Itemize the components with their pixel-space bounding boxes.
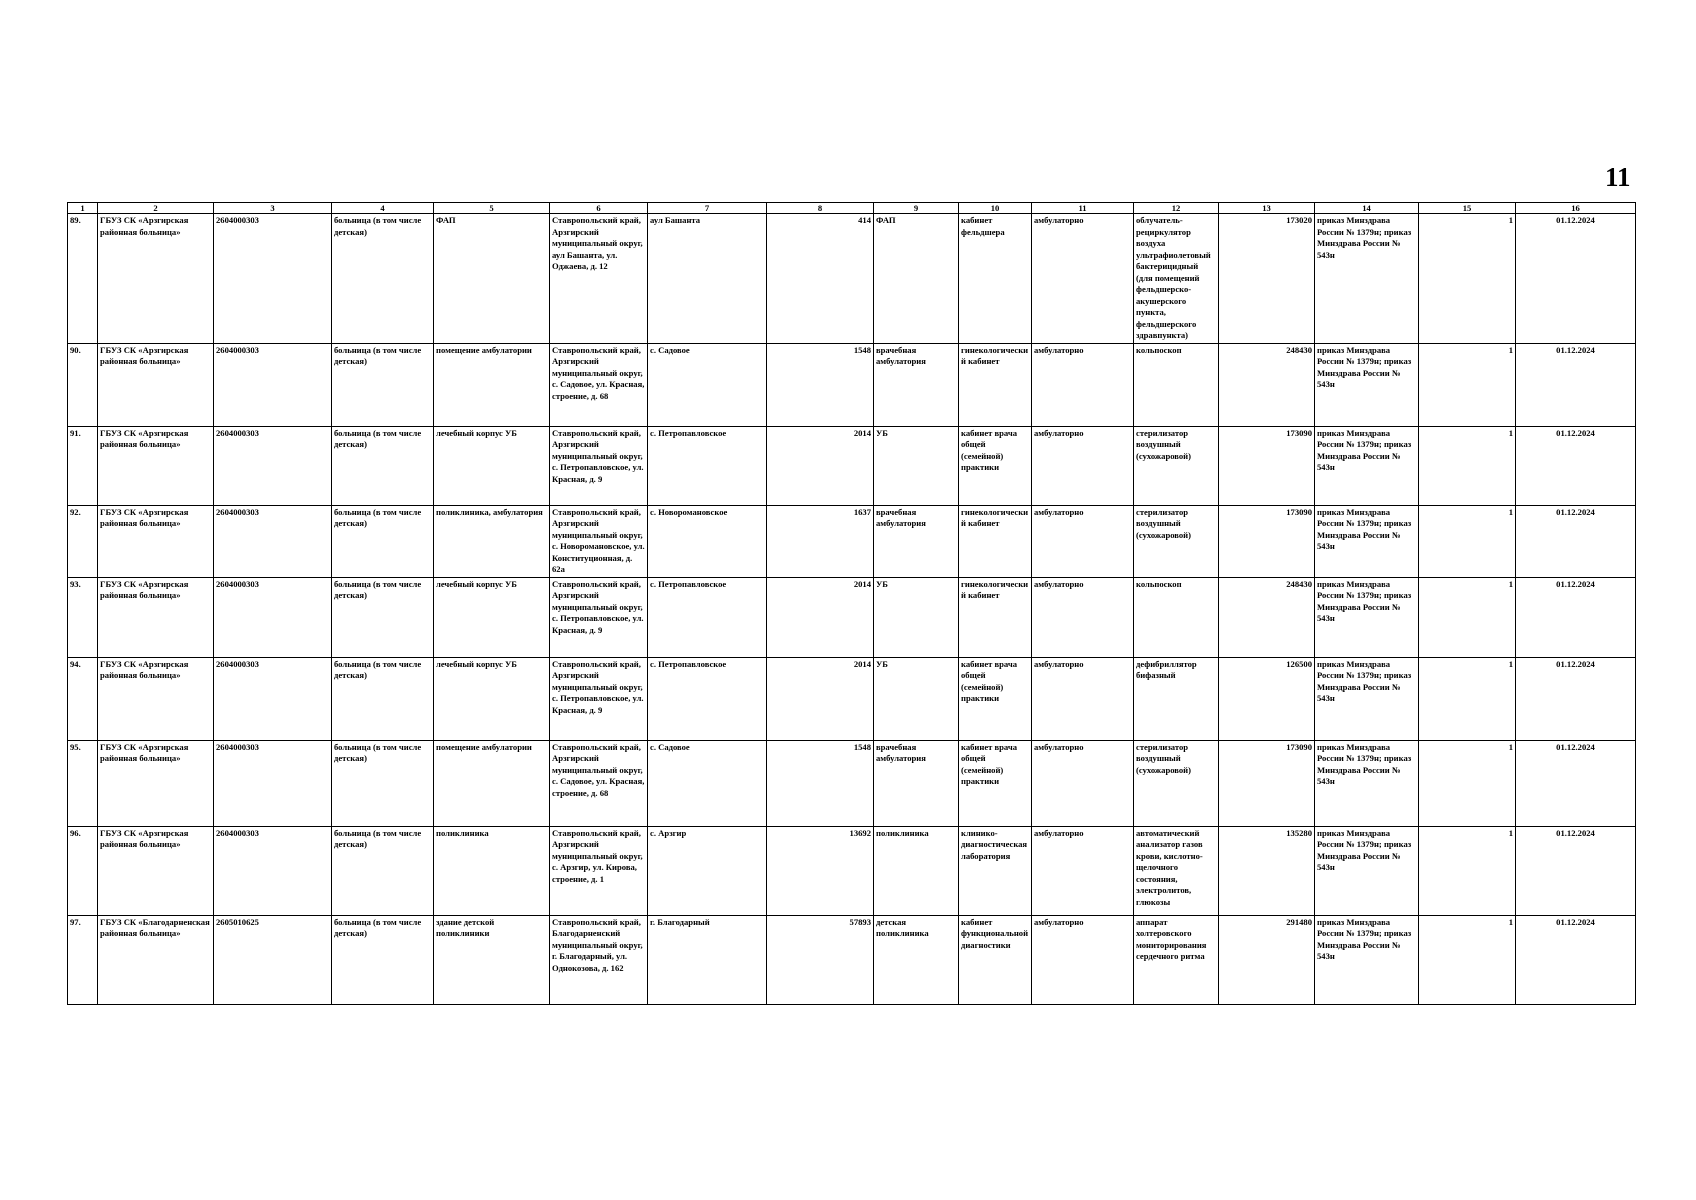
population: 1548	[767, 343, 874, 426]
code: 173090	[1219, 505, 1315, 577]
code: 248430	[1219, 577, 1315, 657]
equipment: облучатель-рециркулятор воздуха ультрафиолетовый бактерицидный (для помещений фельдшерско-акушерского пункта, фельдшерского здравпункта)	[1134, 214, 1219, 344]
population: 1637	[767, 505, 874, 577]
building: помещение амбулатории	[434, 343, 550, 426]
address: Ставропольский край, Арзгирский муниципальный округ, с. Петропавловское, ул. Красная, д. 9	[550, 577, 648, 657]
code: 173090	[1219, 740, 1315, 826]
quantity: 1	[1419, 343, 1516, 426]
quantity: 1	[1419, 577, 1516, 657]
col-header: 9	[874, 203, 959, 214]
table-row	[68, 343, 1636, 426]
code: 291480	[1219, 915, 1315, 1004]
date: 01.12.2024	[1516, 343, 1636, 426]
settlement: г. Благодарный	[648, 915, 767, 1004]
address: Ставропольский край, Арзгирский муниципальный округ, с. Новоромановское, ул. Конституционная, д. 62а	[550, 505, 648, 577]
date: 01.12.2024	[1516, 657, 1636, 740]
department: гинекологический кабинет	[959, 577, 1032, 657]
unit: детская поликлиника	[874, 915, 959, 1004]
order: приказ Минздрава России № 1379н; приказ Минздрава России № 543н	[1315, 740, 1419, 826]
organization: ГБУЗ СК «Арзгирская районная больница»	[98, 577, 214, 657]
settlement: с. Новоромановское	[648, 505, 767, 577]
organization: ГБУЗ СК «Арзгирская районная больница»	[98, 505, 214, 577]
row-number: 91.	[68, 426, 98, 505]
table-row	[68, 577, 1636, 657]
order: приказ Минздрава России № 1379н; приказ Минздрава России № 543н	[1315, 826, 1419, 915]
organization: ГБУЗ СК «Арзгирская районная больница»	[98, 740, 214, 826]
facility-type: больница (в том числе детская)	[332, 826, 434, 915]
population: 2014	[767, 426, 874, 505]
inn: 2604000303	[214, 505, 332, 577]
settlement: с. Петропавловское	[648, 426, 767, 505]
facility-type: больница (в том числе детская)	[332, 426, 434, 505]
organization: ГБУЗ СК «Арзгирская районная больница»	[98, 826, 214, 915]
address: Ставропольский край, Арзгирский муниципальный округ, аул Башанта, ул. Оджаева, д. 12	[550, 214, 648, 344]
code: 126500	[1219, 657, 1315, 740]
facility-type: больница (в том числе детская)	[332, 577, 434, 657]
address: Ставропольский край, Арзгирский муниципальный округ, с. Петропавловское, ул. Красная, д. 9	[550, 657, 648, 740]
care-mode: амбулаторно	[1032, 214, 1134, 344]
col-header: 10	[959, 203, 1032, 214]
inn: 2604000303	[214, 826, 332, 915]
department: кабинет врача общей (семейной) практики	[959, 426, 1032, 505]
date: 01.12.2024	[1516, 826, 1636, 915]
row-number: 92.	[68, 505, 98, 577]
col-header: 4	[332, 203, 434, 214]
building: лечебный корпус УБ	[434, 657, 550, 740]
equipment: кольпоскоп	[1134, 343, 1219, 426]
equipment-table-sheet	[67, 202, 1635, 1005]
care-mode: амбулаторно	[1032, 577, 1134, 657]
inn: 2605010625	[214, 915, 332, 1004]
col-header: 14	[1315, 203, 1419, 214]
col-header: 5	[434, 203, 550, 214]
settlement: с. Садовое	[648, 343, 767, 426]
quantity: 1	[1419, 915, 1516, 1004]
department: кабинет врача общей (семейной) практики	[959, 657, 1032, 740]
table-row	[68, 505, 1636, 577]
care-mode: амбулаторно	[1032, 505, 1134, 577]
unit: врачебная амбулатория	[874, 740, 959, 826]
table-row	[68, 657, 1636, 740]
building: ФАП	[434, 214, 550, 344]
col-header: 8	[767, 203, 874, 214]
population: 414	[767, 214, 874, 344]
address: Ставропольский край, Арзгирский муниципальный округ, с. Петропавловское, ул. Красная, д. 9	[550, 426, 648, 505]
inn: 2604000303	[214, 577, 332, 657]
quantity: 1	[1419, 826, 1516, 915]
date: 01.12.2024	[1516, 214, 1636, 344]
inn: 2604000303	[214, 426, 332, 505]
equipment-table	[67, 202, 1636, 1005]
organization: ГБУЗ СК «Арзгирская районная больница»	[98, 343, 214, 426]
population: 1548	[767, 740, 874, 826]
care-mode: амбулаторно	[1032, 826, 1134, 915]
col-header: 13	[1219, 203, 1315, 214]
equipment: дефибриллятор бифазный	[1134, 657, 1219, 740]
quantity: 1	[1419, 505, 1516, 577]
inn: 2604000303	[214, 343, 332, 426]
population: 57893	[767, 915, 874, 1004]
col-header: 7	[648, 203, 767, 214]
row-number: 89.	[68, 214, 98, 344]
quantity: 1	[1419, 657, 1516, 740]
unit: ФАП	[874, 214, 959, 344]
care-mode: амбулаторно	[1032, 915, 1134, 1004]
building: помещение амбулатории	[434, 740, 550, 826]
care-mode: амбулаторно	[1032, 426, 1134, 505]
address: Ставропольский край, Арзгирский муниципальный округ, с. Арзгир, ул. Кирова, строение, д. 1	[550, 826, 648, 915]
department: кабинет фельдшера	[959, 214, 1032, 344]
facility-type: больница (в том числе детская)	[332, 657, 434, 740]
address: Ставропольский край, Благодарненский муниципальный округ, г. Благодарный, ул. Однокозова, д. 162	[550, 915, 648, 1004]
row-number: 97.	[68, 915, 98, 1004]
table-row	[68, 426, 1636, 505]
row-number: 95.	[68, 740, 98, 826]
column-number-row	[68, 203, 1636, 214]
unit: поликлиника	[874, 826, 959, 915]
department: гинекологический кабинет	[959, 343, 1032, 426]
unit: врачебная амбулатория	[874, 343, 959, 426]
code: 173090	[1219, 426, 1315, 505]
organization: ГБУЗ СК «Арзгирская районная больница»	[98, 214, 214, 344]
address: Ставропольский край, Арзгирский муниципальный округ, с. Садовое, ул. Красная, строение, д. 68	[550, 343, 648, 426]
date: 01.12.2024	[1516, 577, 1636, 657]
order: приказ Минздрава России № 1379н; приказ Минздрава России № 543н	[1315, 505, 1419, 577]
quantity: 1	[1419, 426, 1516, 505]
department: кабинет врача общей (семейной) практики	[959, 740, 1032, 826]
equipment: аппарат холтеровского мониторирования сердечного ритма	[1134, 915, 1219, 1004]
quantity: 1	[1419, 740, 1516, 826]
unit: УБ	[874, 657, 959, 740]
care-mode: амбулаторно	[1032, 740, 1134, 826]
equipment: стерилизатор воздушный (сухожаровой)	[1134, 740, 1219, 826]
unit: УБ	[874, 577, 959, 657]
equipment: стерилизатор воздушный (сухожаровой)	[1134, 505, 1219, 577]
building: поликлиника, амбулатория	[434, 505, 550, 577]
table-row	[68, 214, 1636, 344]
facility-type: больница (в том числе детская)	[332, 214, 434, 344]
unit: врачебная амбулатория	[874, 505, 959, 577]
building: лечебный корпус УБ	[434, 426, 550, 505]
code: 248430	[1219, 343, 1315, 426]
settlement: с. Петропавловское	[648, 577, 767, 657]
care-mode: амбулаторно	[1032, 343, 1134, 426]
facility-type: больница (в том числе детская)	[332, 343, 434, 426]
col-header: 2	[98, 203, 214, 214]
page-number: 11	[1605, 162, 1631, 192]
equipment: кольпоскоп	[1134, 577, 1219, 657]
department: гинекологический кабинет	[959, 505, 1032, 577]
col-header: 3	[214, 203, 332, 214]
settlement: аул Башанта	[648, 214, 767, 344]
facility-type: больница (в том числе детская)	[332, 740, 434, 826]
col-header: 15	[1419, 203, 1516, 214]
facility-type: больница (в том числе детская)	[332, 505, 434, 577]
inn: 2604000303	[214, 740, 332, 826]
date: 01.12.2024	[1516, 915, 1636, 1004]
order: приказ Минздрава России № 1379н; приказ Минздрава России № 543н	[1315, 657, 1419, 740]
equipment: стерилизатор воздушный (сухожаровой)	[1134, 426, 1219, 505]
equipment: автоматический анализатор газов крови, кислотно-щелочного состояния, электролитов, глюкозы	[1134, 826, 1219, 915]
settlement: с. Арзгир	[648, 826, 767, 915]
quantity: 1	[1419, 214, 1516, 344]
care-mode: амбулаторно	[1032, 657, 1134, 740]
col-header: 11	[1032, 203, 1134, 214]
address: Ставропольский край, Арзгирский муниципальный округ, с. Садовое, ул. Красная, строение, д. 68	[550, 740, 648, 826]
date: 01.12.2024	[1516, 740, 1636, 826]
population: 2014	[767, 657, 874, 740]
date: 01.12.2024	[1516, 505, 1636, 577]
order: приказ Минздрава России № 1379н; приказ Минздрава России № 543н	[1315, 214, 1419, 344]
facility-type: больница (в том числе детская)	[332, 915, 434, 1004]
population: 2014	[767, 577, 874, 657]
code: 173020	[1219, 214, 1315, 344]
row-number: 93.	[68, 577, 98, 657]
order: приказ Минздрава России № 1379н; приказ Минздрава России № 543н	[1315, 343, 1419, 426]
col-header: 1	[68, 203, 98, 214]
order: приказ Минздрава России № 1379н; приказ Минздрава России № 543н	[1315, 426, 1419, 505]
unit: УБ	[874, 426, 959, 505]
col-header: 6	[550, 203, 648, 214]
building: поликлиника	[434, 826, 550, 915]
inn: 2604000303	[214, 657, 332, 740]
table-row	[68, 826, 1636, 915]
row-number: 96.	[68, 826, 98, 915]
population: 13692	[767, 826, 874, 915]
organization: ГБУЗ СК «Арзгирская районная больница»	[98, 657, 214, 740]
table-row	[68, 915, 1636, 1004]
code: 135280	[1219, 826, 1315, 915]
organization: ГБУЗ СК «Арзгирская районная больница»	[98, 426, 214, 505]
department: кабинет функциональной диагностики	[959, 915, 1032, 1004]
settlement: с. Петропавловское	[648, 657, 767, 740]
col-header: 12	[1134, 203, 1219, 214]
date: 01.12.2024	[1516, 426, 1636, 505]
order: приказ Минздрава России № 1379н; приказ Минздрава России № 543н	[1315, 915, 1419, 1004]
row-number: 90.	[68, 343, 98, 426]
building: лечебный корпус УБ	[434, 577, 550, 657]
settlement: с. Садовое	[648, 740, 767, 826]
table-row	[68, 740, 1636, 826]
order: приказ Минздрава России № 1379н; приказ Минздрава России № 543н	[1315, 577, 1419, 657]
row-number: 94.	[68, 657, 98, 740]
department: клинико-диагностическая лаборатория	[959, 826, 1032, 915]
organization: ГБУЗ СК «Благодарненская районная больница»	[98, 915, 214, 1004]
building: здание детской поликлиники	[434, 915, 550, 1004]
inn: 2604000303	[214, 214, 332, 344]
col-header: 16	[1516, 203, 1636, 214]
